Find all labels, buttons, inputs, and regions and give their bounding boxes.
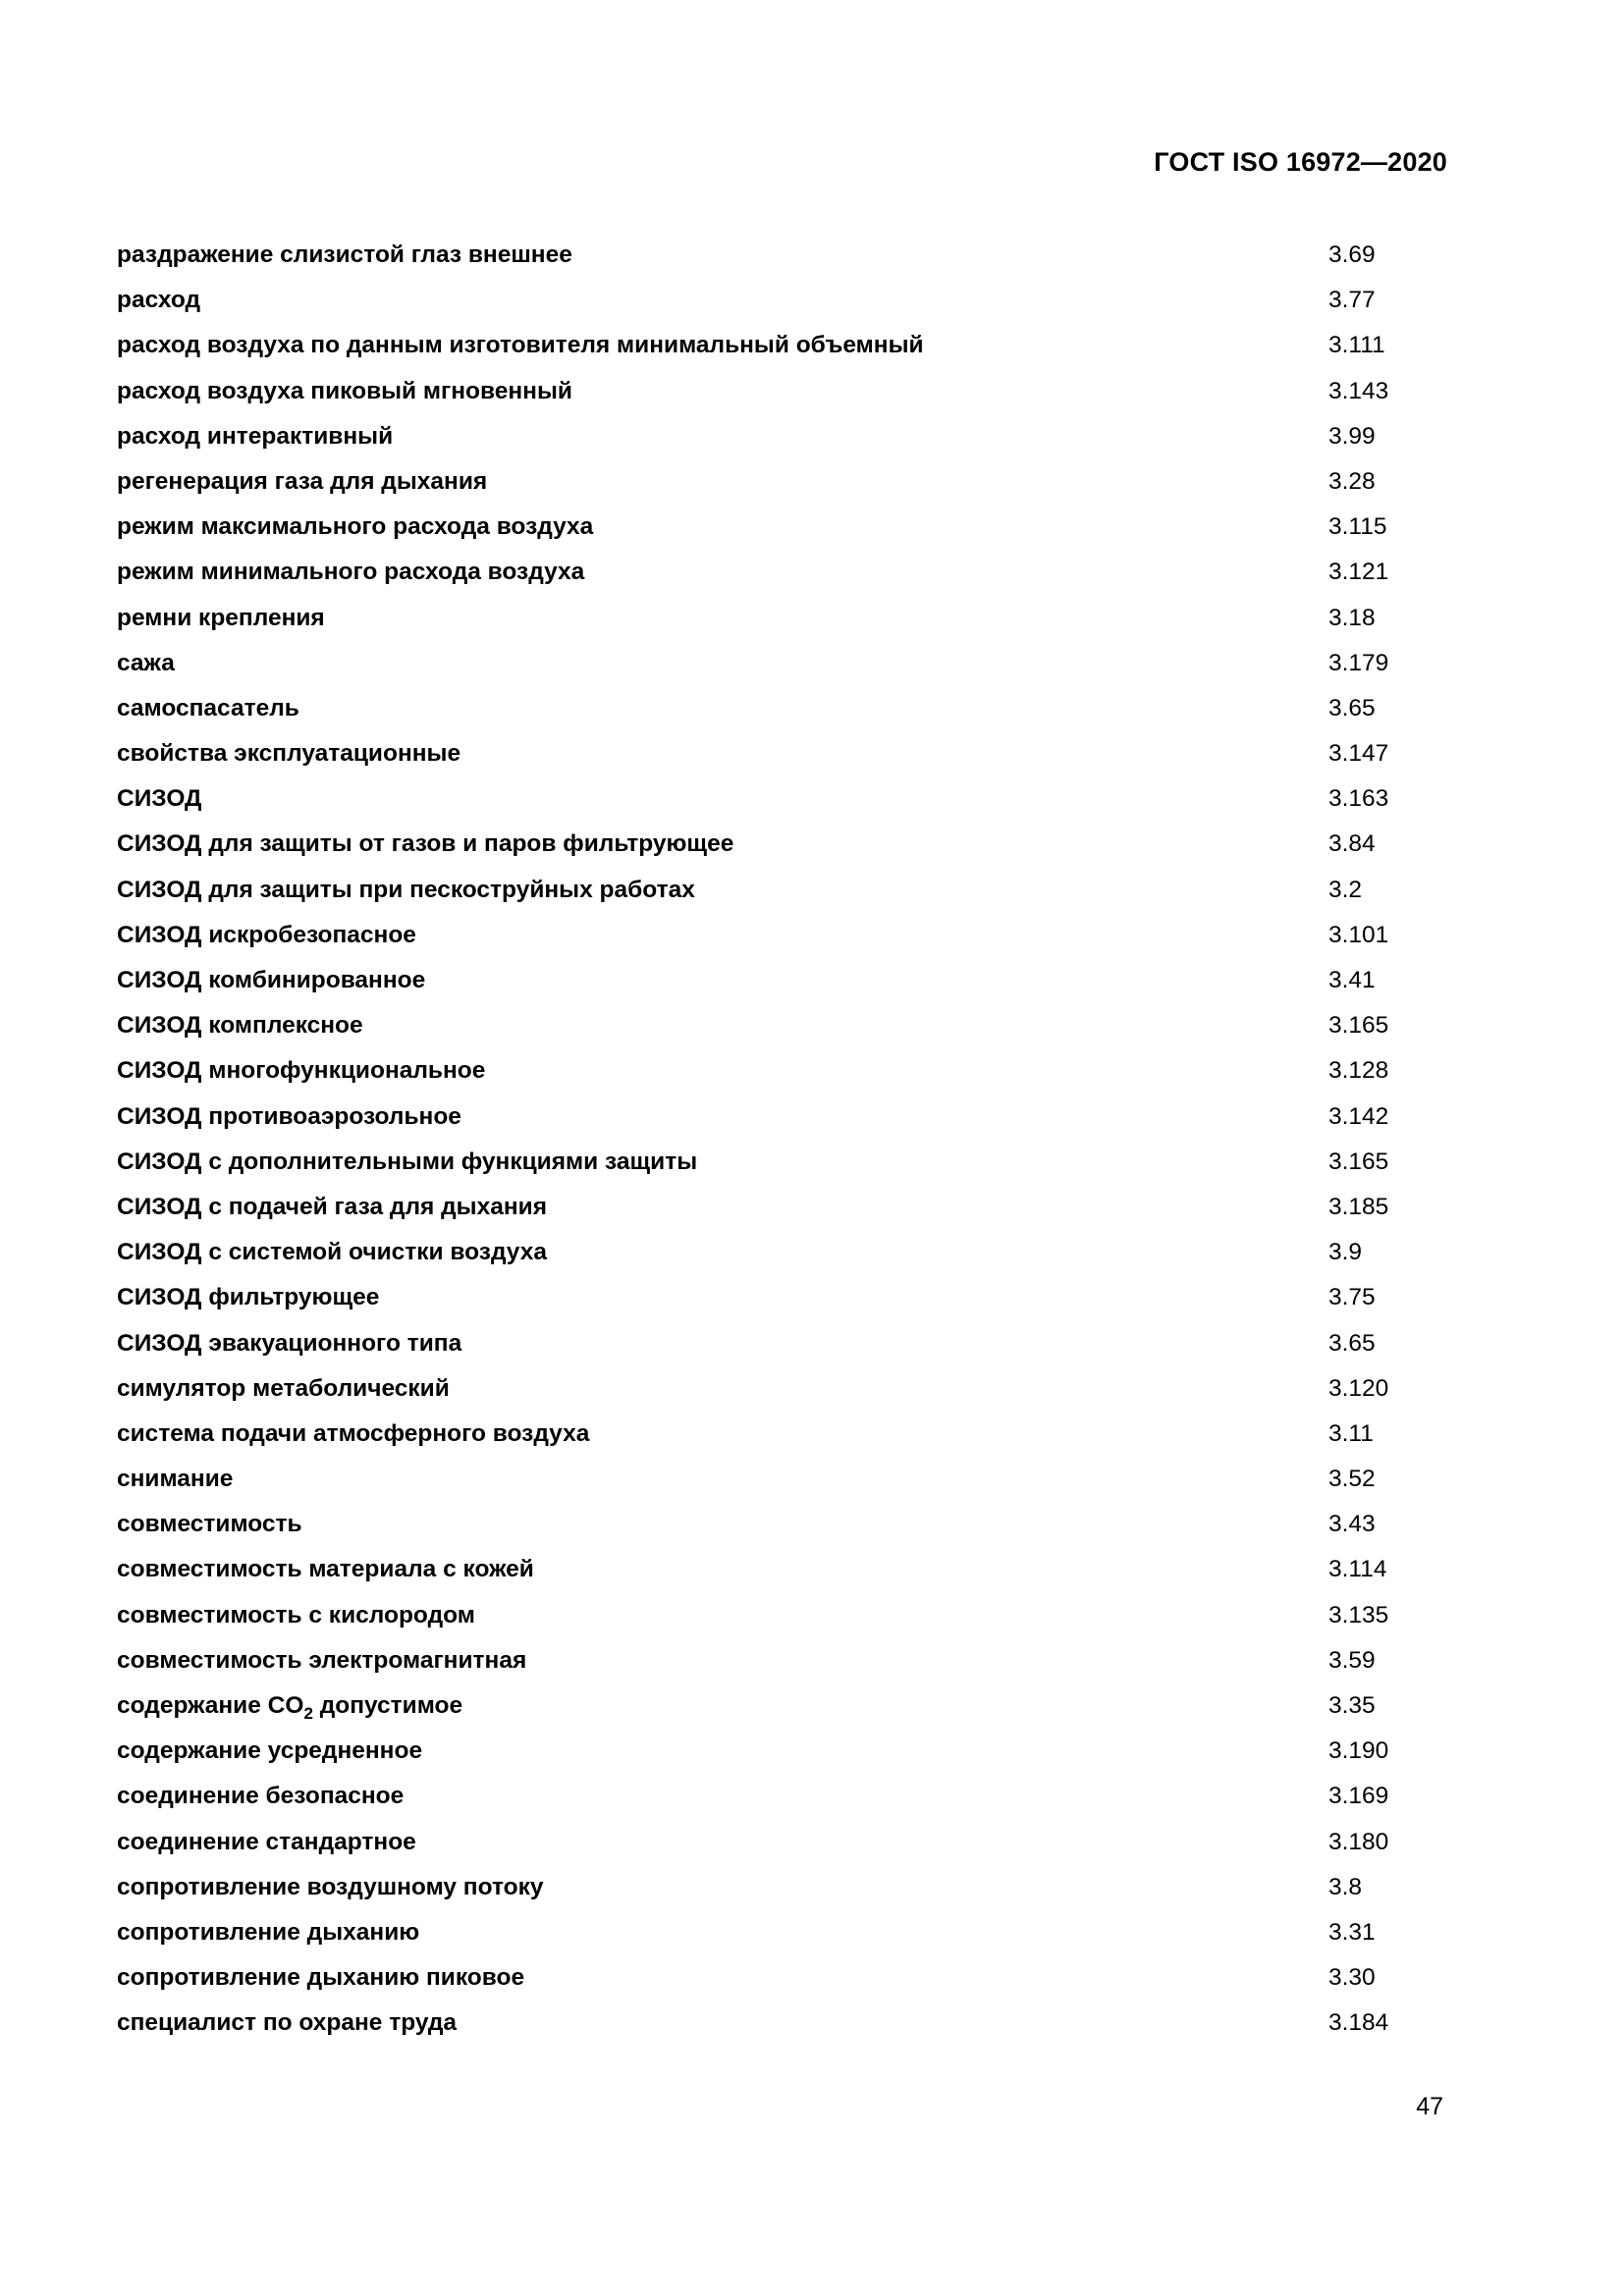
index-entry <box>117 1282 1393 1327</box>
index-term: режим максимального расхода воздуха <box>117 513 594 541</box>
index-entry <box>117 1010 1393 1055</box>
index-reference: 3.165 <box>1328 1012 1389 1040</box>
index-entry <box>117 330 1393 375</box>
index-reference: 3.28 <box>1328 467 1376 495</box>
index-term: соединение стандартное <box>117 1828 416 1855</box>
index-reference: 3.8 <box>1328 1873 1363 1900</box>
index-term-prefix: содержание CO <box>117 1692 304 1719</box>
index-entry <box>117 828 1393 874</box>
index-entry <box>117 1645 1393 1690</box>
index-term: сопротивление воздушному потоку <box>117 1873 544 1900</box>
index-term: СИЗОД многофункциональное <box>117 1057 486 1085</box>
index-term: сажа <box>117 649 175 676</box>
index-reference: 3.185 <box>1328 1193 1389 1220</box>
index-term: расход <box>117 287 201 314</box>
index-reference: 3.180 <box>1328 1828 1389 1855</box>
index-entry <box>117 421 1393 466</box>
index-entry <box>117 1101 1393 1147</box>
index-reference: 3.184 <box>1328 2009 1389 2037</box>
index-reference: 3.142 <box>1328 1102 1389 1130</box>
index-entry <box>117 603 1393 648</box>
index-term: СИЗОД для защиты от газов и паров фильтрующее <box>117 830 734 858</box>
index-reference: 3.179 <box>1328 649 1389 676</box>
index-term: специалист по охране труда <box>117 2009 458 2037</box>
index-entry <box>117 2007 1393 2053</box>
index-reference: 3.43 <box>1328 1511 1376 1538</box>
index-term-suffix: допустимое <box>312 1692 463 1719</box>
index-entry <box>117 1192 1393 1237</box>
index-entry <box>117 1418 1393 1464</box>
index-entry <box>117 1147 1393 1192</box>
index-term: совместимость электромагнитная <box>117 1646 527 1674</box>
index-reference: 3.115 <box>1328 513 1387 541</box>
index-reference: 3.18 <box>1328 604 1376 631</box>
index-reference: 3.169 <box>1328 1783 1389 1810</box>
index-term <box>117 1690 462 1722</box>
index-entry <box>117 693 1393 738</box>
index-reference: 3.41 <box>1328 967 1376 993</box>
index-term: самоспасатель <box>117 694 299 721</box>
index-term: СИЗОД с подачей газа для дыхания <box>117 1193 547 1220</box>
index-term: СИЗОД противоаэрозольное <box>117 1102 461 1130</box>
index-reference: 3.52 <box>1328 1466 1376 1493</box>
index-term: симулятор метаболический <box>117 1374 450 1402</box>
index-term: раздражение слизистой глаз внешнее <box>117 241 572 268</box>
index-entry <box>117 240 1393 285</box>
index-reference: 3.2 <box>1328 876 1363 903</box>
index-reference: 3.69 <box>1328 241 1376 268</box>
index-term: расход воздуха пиковый мгновенный <box>117 377 572 404</box>
index-term: совместимость <box>117 1511 302 1538</box>
index-entry <box>117 1600 1393 1645</box>
index-term: соединение безопасное <box>117 1783 405 1810</box>
document-header <box>1154 147 1447 178</box>
index-entry <box>117 1464 1393 1509</box>
index-reference: 3.75 <box>1328 1284 1376 1311</box>
index-entry <box>117 466 1393 511</box>
index-reference: 3.30 <box>1328 1964 1376 1992</box>
index-entry <box>117 1373 1393 1418</box>
index-reference: 3.84 <box>1328 830 1376 858</box>
index-term: расход интерактивный <box>117 422 394 450</box>
index-reference: 3.99 <box>1328 422 1376 450</box>
index-term: регенерация газа для дыхания <box>117 467 488 495</box>
index-entry <box>117 783 1393 828</box>
index-term: СИЗОД комбинированное <box>117 967 426 993</box>
index-reference: 3.101 <box>1328 921 1389 948</box>
index-reference: 3.143 <box>1328 377 1389 404</box>
index-entry <box>117 1827 1393 1872</box>
index-reference: 3.147 <box>1328 740 1389 768</box>
page-number: 47 <box>1416 2093 1443 2120</box>
index-term: ремни крепления <box>117 604 325 631</box>
index-term: совместимость материала с кожей <box>117 1556 534 1583</box>
index-reference: 3.65 <box>1328 1329 1376 1357</box>
index-entry <box>117 1690 1393 1735</box>
index-term: совместимость с кислородом <box>117 1601 475 1629</box>
index-entry <box>117 738 1393 783</box>
index-reference: 3.128 <box>1328 1057 1389 1085</box>
alphabetical-index <box>117 240 1393 2054</box>
index-reference: 3.114 <box>1328 1556 1387 1583</box>
index-entry <box>117 1917 1393 1962</box>
index-term: СИЗОД эвакуационного типа <box>117 1329 462 1357</box>
index-entry <box>117 557 1393 602</box>
index-term: содержание усредненное <box>117 1737 423 1765</box>
index-reference: 3.31 <box>1328 1918 1376 1946</box>
document-title: ГОСТ ISO 16972—2020 <box>1154 147 1447 177</box>
index-term-subscript: 2 <box>303 1704 313 1723</box>
index-entry <box>117 376 1393 421</box>
index-entry <box>117 1962 1393 2007</box>
index-entry <box>117 1237 1393 1282</box>
index-term: СИЗОД с системой очистки воздуха <box>117 1239 547 1266</box>
index-reference: 3.111 <box>1328 332 1385 359</box>
index-term: расход воздуха по данным изготовителя минимальный объемный <box>117 332 924 359</box>
index-reference: 3.190 <box>1328 1737 1389 1765</box>
index-term: режим минимального расхода воздуха <box>117 559 585 586</box>
index-entry <box>117 511 1393 557</box>
index-reference: 3.165 <box>1328 1148 1389 1175</box>
index-reference: 3.77 <box>1328 287 1376 314</box>
index-term: система подачи атмосферного воздуха <box>117 1419 590 1447</box>
index-entry <box>117 920 1393 965</box>
index-reference: 3.65 <box>1328 694 1376 721</box>
index-reference: 3.9 <box>1328 1239 1363 1266</box>
index-reference: 3.11 <box>1328 1419 1374 1447</box>
index-reference: 3.59 <box>1328 1646 1376 1674</box>
index-term: СИЗОД <box>117 785 202 813</box>
index-term: СИЗОД с дополнительными функциями защиты <box>117 1148 698 1175</box>
index-term: СИЗОД фильтрующее <box>117 1284 380 1311</box>
index-term: СИЗОД для защиты при пескоструйных работах <box>117 876 695 903</box>
index-reference: 3.163 <box>1328 785 1389 813</box>
index-entry <box>117 1509 1393 1554</box>
index-reference: 3.35 <box>1328 1692 1376 1719</box>
index-entry <box>117 1055 1393 1100</box>
index-entry <box>117 648 1393 693</box>
index-entry <box>117 965 1393 1010</box>
index-entry <box>117 285 1393 330</box>
index-term: сопротивление дыханию <box>117 1918 420 1946</box>
index-term: свойства эксплуатационные <box>117 740 461 768</box>
index-reference: 3.135 <box>1328 1601 1389 1629</box>
index-entry <box>117 1872 1393 1917</box>
index-reference: 3.121 <box>1328 559 1389 586</box>
index-reference: 3.120 <box>1328 1374 1389 1402</box>
index-term: сопротивление дыханию пиковое <box>117 1964 525 1992</box>
index-term: СИЗОД комплексное <box>117 1012 363 1040</box>
index-entry <box>117 1735 1393 1781</box>
index-entry <box>117 1328 1393 1373</box>
index-entry <box>117 875 1393 920</box>
index-term: СИЗОД искробезопасное <box>117 921 416 948</box>
index-entry <box>117 1781 1393 1826</box>
index-term: снимание <box>117 1466 234 1493</box>
index-entry <box>117 1554 1393 1599</box>
